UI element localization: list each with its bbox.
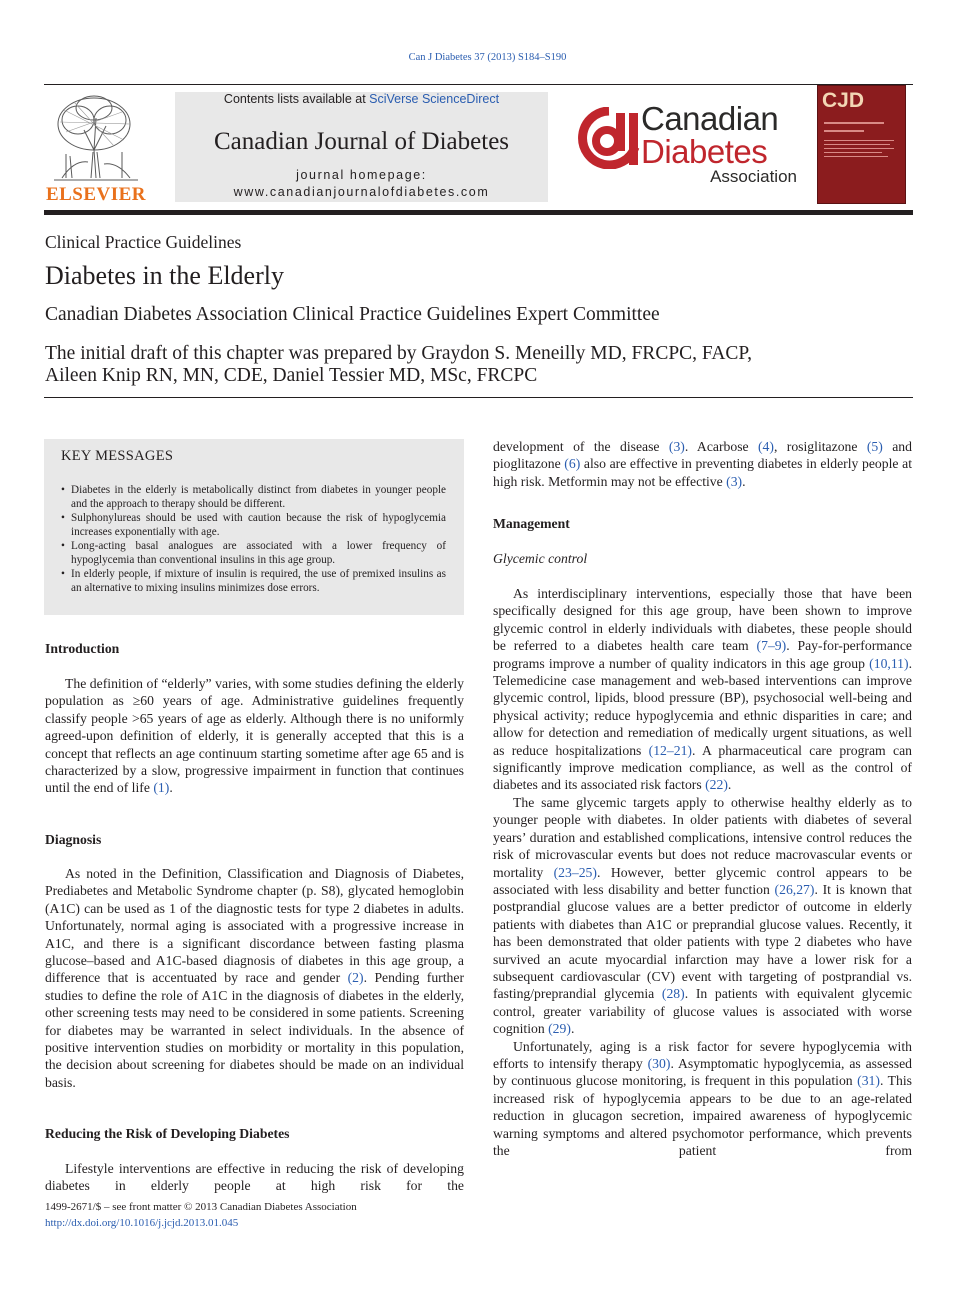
reference-link[interactable]: (30) [647, 1055, 671, 1071]
glycemic-control-subheading: Glycemic control [493, 551, 588, 566]
footer [45, 1200, 357, 1231]
left-column [45, 0, 464, 1305]
sciencedirect-link[interactable]: SciVerse ScienceDirect [369, 92, 500, 106]
author-committee: Canadian Diabetes Association Clinical Practice Guidelines Expert Committee [45, 304, 660, 325]
diagnosis-paragraph: As noted in the Definition, Classification and Diagnosis of Diabetes, Prediabetes and Metabolic Syndrome chapter (p. S8), glycated hemoglobin (A1C) can be used as 1 of the diagnostic tests for type 2 diabetes in adults. Unfortunately, normal aging is associated with a progressive increase in A1C, and there is a significant discordance between fasting plasma glucose–based and A1C-based diagnosis of diabetes in this age group, a difference that is accentuated by race and gender (2). Pending further studies to define the role of A1C in the diagnosis of diabetes in the elderly, other screening tests may need to be considered in some patients. Screening for diabetes may be warranted in select individuals. In the absence of positive intervention studies on morbidity or mortality in this population, the decision about screening for diabetes should be made on an individual basis. [45, 866, 465, 1090]
journal-title: Canadian Journal of Diabetes [213, 128, 510, 155]
reference-link[interactable]: (3) [726, 473, 743, 489]
draft-authors: The initial draft of this chapter was prepared by Graydon S. Meneilly MD, FRCPC, FACP, Aileen Knip RN, MN, CDE, Daniel Tessier MD, MSc, FRCPC [45, 343, 752, 386]
reference-link[interactable]: (10,11) [869, 655, 909, 671]
key-message-item: • Sulphonylureas should be used with caution because the risk of hypoglycemia increases exponentially with age. [61, 511, 446, 539]
reference-link[interactable]: (7–9) [756, 638, 787, 654]
reducing-risk-paragraph: Lifestyle interventions are effective in reducing the risk of developing diabetes in elderly people at high risk for the [45, 1161, 464, 1194]
reference-link[interactable]: (28) [661, 986, 685, 1002]
contents-availability: Contents lists available at SciVerse ScienceDirect [223, 92, 500, 106]
hypoglycemia-paragraph: Unfortunately, aging is a risk factor for severe hypoglycemia with efforts to intensify therapy (30). Asymptomatic hypoglycemia, as assessed by continuous glucose monitoring, is frequent in this population (31). This increased risk of hypoglycemia appears to be due to an age-related reduction in glucagon secretion, impaired awareness of hypoglycemic warning symptoms and altered psychomotor performance, which prevents the patient from [493, 1038, 912, 1158]
association-name: Canadian Diabetes Association [641, 100, 797, 186]
reference-link[interactable]: (31) [857, 1073, 880, 1089]
reference-link[interactable]: (23–25) [553, 864, 597, 880]
doi-link[interactable]: http://dx.doi.org/10.1016/j.jcjd.2013.01.045 [45, 1216, 239, 1229]
journal-citation[interactable]: Can J Diabetes 37 (2013) S184–S190 [408, 52, 567, 63]
key-message-item: • In elderly people, if mixture of insulin is required, the use of premixed insulins as an alternative to mixing insulins minimizes dose errors. [61, 567, 446, 595]
reference-link[interactable]: (2) [347, 970, 364, 986]
glycemic-targets-paragraph: The same glycemic targets apply to otherwise healthy elderly as to younger people with diabetes. In older patients with diabetes of several years’ duration and established complications, intensive control reduces the risk of microvascular events but does not reduce macrovascular events or mortality (23–25). However, better glycemic control appears to be associated with less disability and better function (26,27). It is known that postprandial glucose values are a better predictor of outcome in elderly patients with diabetes than A1C or preprandial glucose values. Recently, it has been demonstrated that older patients with type 2 diabetes who have survived an acute myocardial infarction may have a lower risk for a subsequent cardiovascular (CV) event with targeting of postprandial vs. fasting/preprandial glycemia (28). In patients with equivalent glycemic control, greater variability of glucose values is associated with worse cognition (29). [493, 794, 913, 1037]
management-heading: Management [493, 516, 570, 531]
reference-link[interactable]: (3) [668, 439, 685, 454]
reference-link[interactable]: (4) [758, 439, 774, 454]
publisher-wordmark: ELSEVIER [45, 184, 147, 205]
article-section-label: Clinical Practice Guidelines [45, 232, 242, 252]
homepage-label: journal homepage: [296, 168, 427, 182]
reference-link[interactable]: (26,27) [774, 881, 815, 897]
introduction-paragraph: The definition of “elderly” varies, with some studies defining the elderly population as ≥60 years of age. Administrative guidelines frequently classify people >65 years of age as elderly. Although there is no uniformly agreed-upon definition of elderly, it is generally accepted that this is a concept that reflects an age continuum starting sometime after age 65 and is characterized by a slow, progressive impairment in function that continues until the end of life (1). [45, 676, 464, 796]
introduction-heading: Introduction [45, 641, 120, 656]
reference-link[interactable]: (12–21) [648, 742, 692, 758]
article-title: Diabetes in the Elderly [45, 261, 284, 290]
prevention-paragraph: development of the disease (3). Acarbose (4), rosiglitazone (5) and pioglitazone (6) also are effective in preventing diabetes in elderly people at high risk. Metformin may not be effective (3). [493, 439, 912, 489]
management-paragraph: As interdisciplinary interventions, especially those that have been specifically designed for this age group, have been shown to improve glycemic control in elderly individuals with diabetes, these people should be referred to a diabetes health care team (7–9). Pay-for-performance programs improve a number of quality indicators in this age group (10,11). Telemedicine case management and web-based interventions can improve glycemic control, lipids, blood pressure (BP), psychosocial well-being and physical activity; reduce hypoglycemia and ethnic disparities in care; and allow for detection and remediation of medically urgent situations, as well as reduce hospitalizations (12–21). A pharmaceutical care program can significantly improve medication compliance, as well as the control of diabetes and its associated risk factors (22). [493, 586, 912, 793]
key-message-item: • Long-acting basal analogues are associated with a lower frequency of hypoglycemia than conventional insulins in this age group. [61, 539, 446, 567]
right-column [493, 0, 912, 1305]
reducing-risk-heading: Reducing the Risk of Developing Diabetes [45, 1126, 290, 1141]
issn-copyright-line: 1499-2671/$ – see front matter © 2013 Canadian Diabetes Association [45, 1201, 357, 1213]
reference-link[interactable]: (29) [548, 1021, 571, 1037]
cover-title: CJD [822, 89, 865, 112]
reference-link[interactable]: (6) [564, 456, 581, 472]
key-message-item: • Diabetes in the elderly is metabolically distinct from diabetes in younger people and the approach to therapy should be different. [61, 483, 446, 511]
diagnosis-heading: Diagnosis [45, 832, 102, 847]
key-messages-heading: KEY MESSAGES [61, 448, 174, 464]
reference-link[interactable]: (5) [866, 439, 883, 454]
homepage-url[interactable]: www.canadianjournalofdiabetes.com [233, 185, 490, 199]
reference-link[interactable]: (1) [153, 780, 170, 796]
reference-link[interactable]: (22) [705, 777, 728, 793]
